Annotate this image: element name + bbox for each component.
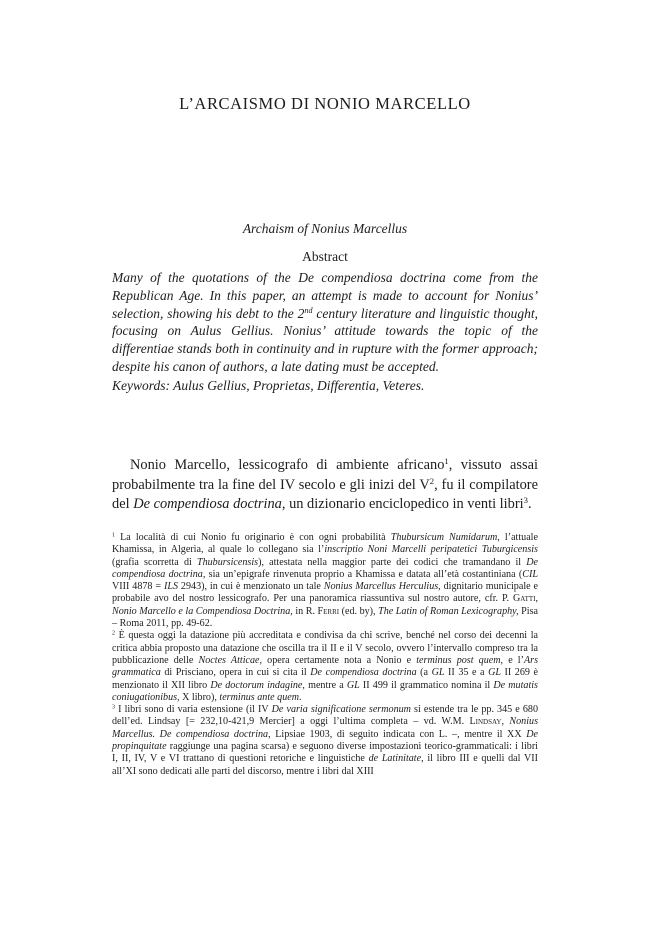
footnote-ref-2[interactable]: 2 <box>429 475 435 486</box>
ordinal-suffix: nd <box>304 305 313 315</box>
abstract-text: Many of the quotations of the De compendiosa doctrina come from the Republican Age. In this paper, an attempt is made to account for Nonius’ selection, showing his debt to the 2nd century literature and linguistic thought, focusing on Aulus Gellius. Nonius’ attitude towards the topic of the differentiae stands both in continuity and in rupture with the former approach; despite his canon of authors, a late dating must be accepted. <box>112 270 538 374</box>
footnote-number: 1 <box>112 532 116 539</box>
article-title: L’ARCAISMO DI NONIO MARCELLO <box>179 94 471 113</box>
footnote-1: $^1$ La località di cui Nonio fu originario è con ogni probabilità Thubursicum Numidarum, l’attuale Khamissa, in Algeria, al quale lo collegano sia l’inscriptio Noni Marcelli peripatetici Tuburgicensis (grafia scorretta di Thubursicensis), attestata nella maggior parte dei codici che tramandano il De compendiosa doctrina, sia un’epigrafe rinvenuta proprio a Khamissa e datata all’età costantiniana (CIL VIII 4878 = ILS 2943), in cui è menzionato un tale Nonius Marcellus Herculius, dignitario municipale e probabile avo del nostro lessicografo. Per una panoramica riassuntiva sul nostro autore, cfr. P. Gatti, Nonio Marcello e la Compendiosa Doctrina, in R. Ferri (ed. by), The Latin of Roman Lexicography, Pisa – Roma 2011, pp. 49-62. <box>112 532 539 630</box>
footnote-number: 3 <box>112 704 116 711</box>
footnote-3: $^3$ I libri sono di varia estensione (il IV De varia significatione sermonum si estende tra le pp. 345 e 680 dell’ed. Lindsay [= 232,10-421,9 Mercier] a oggi l’ultima completa – vd. W.M. Lindsay, Nonius Marcellus. De compendiosa doctrina, Lipsiae 1903, di seguito indicata con L. –, mentre il XX De propinquitate raggiunge una pagina scarsa) e seguono diverse impostazioni teorico-grammaticali: i libri I, II, IV, V e VI trattano di questioni retoriche e linguistiche de Latinitate, il libro III e quelli dal VII all’XI sono dedicati alle parti del discorso, mentre i libri dal XIII <box>112 704 538 777</box>
abstract-heading: Abstract <box>302 249 348 264</box>
footnotes <box>112 532 538 778</box>
footnote-ref-3[interactable]: 3 <box>523 494 528 505</box>
body-paragraph: Nonio Marcello, lessicografo di ambiente africano$^1$, vissuto assai probabilmente tra la fine del IV secolo e gli inizi del $V^2$, fu il compilatore del De compendiosa doctrina, un dizionario enciclopedico in venti libri$^3$. <box>112 455 538 512</box>
footnote-2: $^2$ È questa oggi la datazione più accreditata e condivisa da chi scrive, benché nel corso dei decenni la critica abbia proposto una datazione che oscilla tra il II e il V secolo, ovvero l’intervallo compreso tra la pubblicazione delle Noctes Atticae, opera certamente nota a Nonio e terminus post quem, e l’Ars grammatica di Prisciano, opera in cui si cita il De compendiosa doctrina (a GL II 35 e a GL II 269 è menzionato il XII libro De doctorum indagine, mentre a GL II 499 il grammatico nomina il De mutatis coniugationibus, X libro), terminus ante quem. <box>112 630 538 703</box>
footnote-ref-1[interactable]: 1 <box>444 455 449 466</box>
footnote-number: 2 <box>112 630 116 637</box>
article-subtitle: Archaism of Nonius Marcellus <box>242 221 408 236</box>
keywords: Keywords: Aulus Gellius, Proprietas, Differentia, Veteres. <box>112 378 425 393</box>
